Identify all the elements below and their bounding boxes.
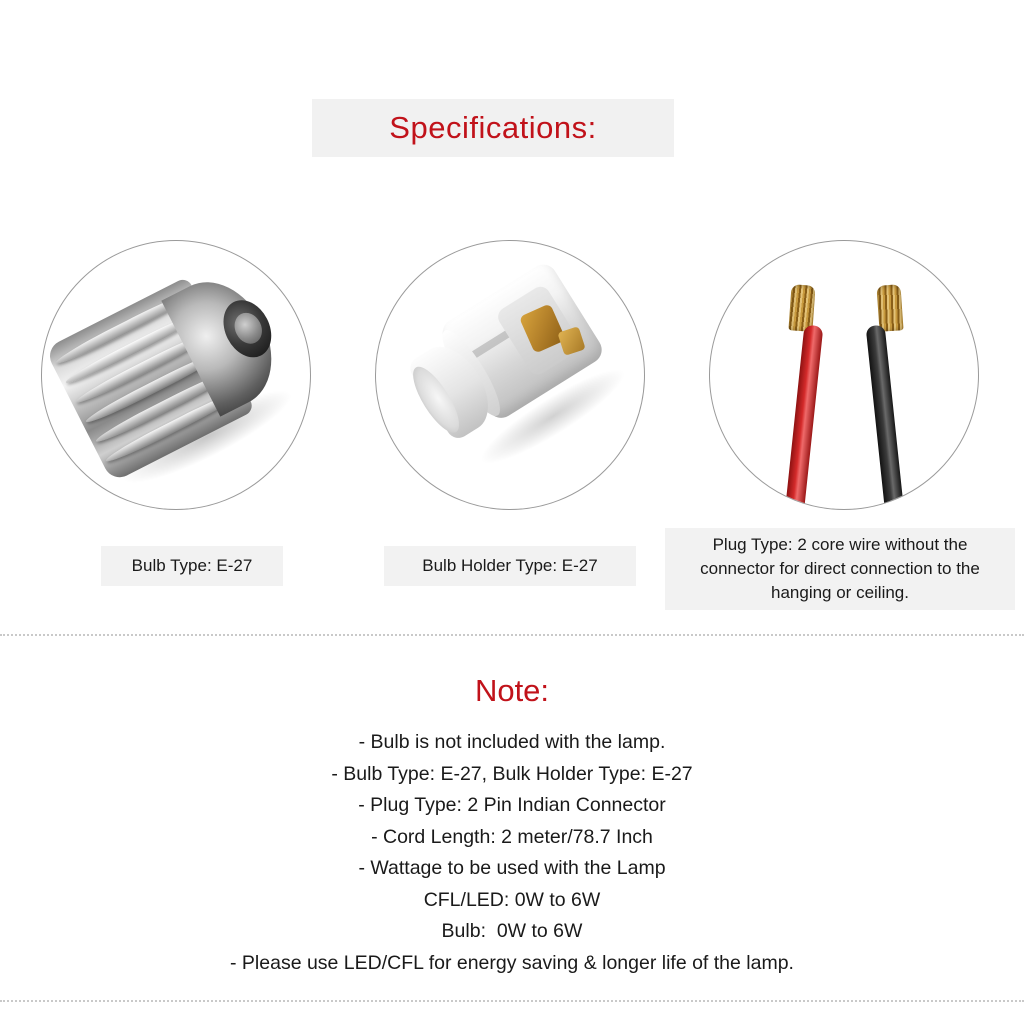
bulb-base-icon [41, 240, 310, 502]
plug-type-label: Plug Type: 2 core wire without the connector for direct connection to the hanging or ceiling. [665, 528, 1015, 610]
note-item: - Plug Type: 2 Pin Indian Connector [358, 794, 666, 816]
note-item: - Bulb is not included with the lamp. [358, 731, 666, 753]
specifications-title-banner [312, 99, 674, 157]
specification-images-row [0, 238, 1024, 518]
note-item: - Please use LED/CFL for energy saving & longer life of the lamp. [230, 951, 794, 974]
specifications-title: Specifications: [389, 110, 597, 145]
note-item: - Bulb Type: E-27, Bulk Holder Type: E-27 [331, 762, 693, 785]
note-item: - Wattage to be used with the Lamp [358, 857, 666, 879]
note-item: Bulb: 0W to 6W [441, 920, 583, 942]
bulb-holder-type-label: Bulb Holder Type: E-27 [384, 546, 636, 586]
note-item: CFL/LED: 0W to 6W [423, 888, 601, 911]
black-wire [866, 325, 906, 510]
two-core-wire-image [709, 240, 979, 510]
bulb-base-image [41, 240, 311, 510]
two-core-wire-icon [710, 241, 978, 509]
lamp-holder-image [375, 240, 645, 510]
copper-strands-black [876, 284, 903, 332]
bottom-divider [0, 1000, 1024, 1002]
lamp-holder-icon [380, 240, 645, 508]
bulb-type-label: Bulb Type: E-27 [101, 546, 283, 586]
section-divider [0, 634, 1024, 636]
note-item: - Cord Length: 2 meter/78.7 Inch [371, 825, 653, 848]
note-list [0, 727, 1024, 979]
note-title: Note: [474, 673, 550, 708]
red-wire [784, 325, 824, 510]
